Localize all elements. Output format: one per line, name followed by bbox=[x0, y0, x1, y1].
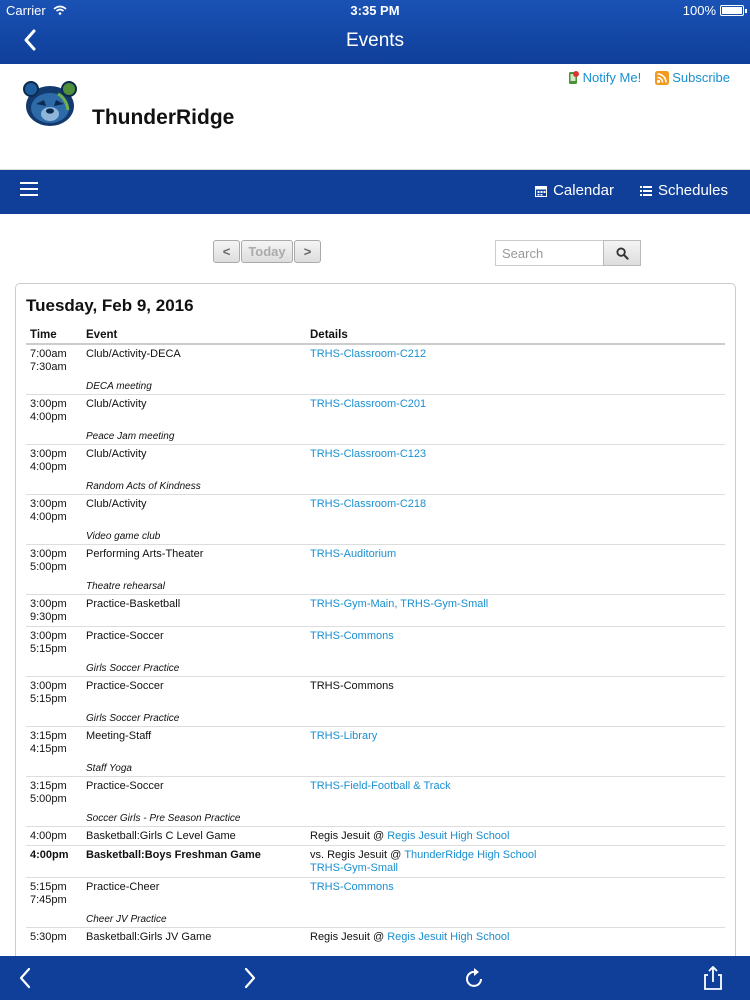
event-note: Video game club bbox=[86, 531, 161, 542]
event-note-row bbox=[26, 658, 725, 677]
refresh-icon[interactable] bbox=[462, 966, 488, 990]
rss-icon bbox=[655, 71, 669, 85]
notify-me-label: Notify Me! bbox=[582, 70, 642, 85]
event-time bbox=[26, 627, 82, 659]
event-time bbox=[26, 827, 82, 846]
event-note: Soccer Girls - Pre Season Practice bbox=[86, 813, 241, 824]
event-time bbox=[26, 595, 82, 627]
subscribe-link[interactable] bbox=[655, 70, 730, 85]
schedules-button[interactable] bbox=[640, 182, 728, 199]
start-time: 3:00pm bbox=[30, 548, 67, 560]
events-body bbox=[26, 344, 725, 946]
details-column-header: Details bbox=[306, 329, 725, 344]
end-time: 5:00pm bbox=[30, 793, 67, 805]
event-time bbox=[26, 395, 82, 427]
status-bar bbox=[0, 3, 750, 19]
details-prefix: vs. Regis Jesuit @ bbox=[310, 849, 402, 861]
start-time: 3:15pm bbox=[30, 730, 67, 742]
event-time bbox=[26, 677, 82, 709]
event-time bbox=[26, 777, 82, 809]
event-row[interactable] bbox=[26, 627, 725, 659]
next-day-button[interactable]: > bbox=[294, 240, 321, 263]
events-table bbox=[26, 329, 725, 946]
event-name: Meeting-Staff bbox=[82, 727, 306, 759]
event-name: Practice-Soccer bbox=[82, 677, 306, 709]
school-header bbox=[0, 64, 750, 170]
event-name: Basketball:Girls JV Game bbox=[82, 928, 306, 947]
school-name: ThunderRidge bbox=[92, 106, 235, 129]
event-note-row bbox=[26, 708, 725, 727]
event-name: Club/Activity bbox=[82, 395, 306, 427]
end-time: 4:00pm bbox=[30, 461, 67, 473]
event-column-header: Event bbox=[82, 329, 306, 344]
end-time: 4:00pm bbox=[30, 411, 67, 423]
search-button[interactable] bbox=[603, 240, 641, 266]
start-time: 3:00pm bbox=[30, 398, 67, 410]
calendar-button[interactable] bbox=[535, 182, 614, 199]
location-link[interactable]: Regis Jesuit High School bbox=[387, 830, 510, 842]
event-note: Girls Soccer Practice bbox=[86, 663, 180, 674]
bottom-toolbar bbox=[0, 956, 750, 1000]
event-name: Basketball:Girls C Level Game bbox=[82, 827, 306, 846]
today-button[interactable]: Today bbox=[241, 240, 293, 263]
previous-day-button[interactable]: < bbox=[213, 240, 240, 263]
end-time: 4:15pm bbox=[30, 743, 67, 755]
event-details bbox=[306, 344, 725, 376]
event-row[interactable] bbox=[26, 344, 725, 376]
event-time bbox=[26, 445, 82, 477]
event-row[interactable] bbox=[26, 445, 725, 477]
event-time bbox=[26, 727, 82, 759]
start-time: 3:00pm bbox=[30, 598, 67, 610]
event-note: Staff Yoga bbox=[86, 763, 132, 774]
calendar-label: Calendar bbox=[553, 182, 614, 199]
event-details bbox=[306, 495, 725, 527]
event-note-row bbox=[26, 376, 725, 395]
start-time: 5:15pm bbox=[30, 881, 67, 893]
search-input[interactable] bbox=[495, 240, 603, 266]
event-time bbox=[26, 495, 82, 527]
date-controls bbox=[0, 240, 750, 266]
location-link[interactable]: TRHS-Commons bbox=[310, 630, 394, 642]
location-link[interactable]: TRHS-Library bbox=[310, 730, 378, 742]
end-time: 5:15pm bbox=[30, 693, 67, 705]
event-row[interactable] bbox=[26, 727, 725, 759]
event-name: Practice-Soccer bbox=[82, 777, 306, 809]
location-link[interactable]: TRHS-Classroom-C212 bbox=[310, 348, 427, 360]
event-row[interactable] bbox=[26, 777, 725, 809]
location-link[interactable]: TRHS-Field-Football & Track bbox=[310, 780, 451, 792]
location-text: TRHS-Commons bbox=[310, 680, 394, 692]
event-time bbox=[26, 344, 82, 376]
event-name: Club/Activity-DECA bbox=[86, 348, 181, 360]
start-time: 4:00pm bbox=[30, 849, 69, 861]
hamburger-menu-icon[interactable] bbox=[20, 182, 38, 196]
subscribe-label: Subscribe bbox=[672, 70, 730, 85]
event-name: Performing Arts-Theater bbox=[82, 545, 306, 577]
calendar-icon bbox=[535, 185, 547, 197]
event-row[interactable] bbox=[26, 677, 725, 709]
search-box bbox=[495, 240, 641, 266]
event-note: Girls Soccer Practice bbox=[86, 713, 180, 724]
end-time: 9:30pm bbox=[30, 611, 67, 623]
share-icon[interactable] bbox=[700, 966, 726, 990]
event-note-row bbox=[26, 758, 725, 777]
event-details bbox=[306, 595, 725, 627]
event-note: Peace Jam meeting bbox=[86, 431, 175, 442]
end-time: 7:45pm bbox=[30, 894, 67, 906]
event-row[interactable] bbox=[26, 495, 725, 527]
event-row[interactable] bbox=[26, 395, 725, 427]
end-time: 5:15pm bbox=[30, 643, 67, 655]
event-details bbox=[306, 445, 725, 477]
event-details bbox=[306, 627, 725, 659]
end-time: 4:00pm bbox=[30, 511, 67, 523]
notify-phone-icon bbox=[566, 71, 580, 85]
event-note-row bbox=[26, 476, 725, 495]
search-icon bbox=[616, 247, 629, 260]
end-time: 7:30am bbox=[30, 361, 67, 373]
event-name: Practice-Cheer bbox=[82, 878, 306, 910]
location-link[interactable]: TRHS-Classroom-C218 bbox=[310, 498, 427, 510]
event-details bbox=[306, 928, 725, 947]
event-details bbox=[306, 677, 725, 709]
event-row[interactable] bbox=[26, 878, 725, 910]
start-time: 5:30pm bbox=[30, 931, 67, 943]
browser-back-icon[interactable] bbox=[13, 966, 39, 990]
event-details bbox=[306, 727, 725, 759]
location-link[interactable]: TRHS-Classroom-C123 bbox=[310, 448, 427, 460]
start-time: 7:00am bbox=[30, 348, 67, 360]
event-note: DECA meeting bbox=[86, 381, 152, 392]
list-icon bbox=[640, 185, 652, 197]
event-name: Practice-Basketball bbox=[82, 595, 306, 627]
event-time bbox=[26, 545, 82, 577]
start-time: 3:00pm bbox=[30, 680, 67, 692]
event-note-row bbox=[26, 909, 725, 928]
table-header bbox=[26, 329, 725, 344]
clock: 3:35 PM bbox=[350, 3, 400, 18]
time-column-header: Time bbox=[26, 329, 82, 344]
location-link[interactable]: TRHS-Commons bbox=[310, 881, 394, 893]
battery-percent: 100% bbox=[682, 3, 716, 18]
end-time: 5:00pm bbox=[30, 561, 67, 573]
event-time bbox=[26, 878, 82, 910]
details-prefix: Regis Jesuit @ bbox=[310, 931, 385, 943]
event-note-row bbox=[26, 526, 725, 545]
navigation-bar bbox=[0, 0, 750, 64]
location-link[interactable]: TRHS-Gym-Main, TRHS-Gym-Small bbox=[310, 598, 489, 610]
event-note: Theatre rehearsal bbox=[86, 581, 165, 592]
event-row[interactable] bbox=[26, 846, 725, 878]
event-time bbox=[26, 928, 82, 947]
event-note: Cheer JV Practice bbox=[86, 914, 167, 925]
event-details bbox=[306, 827, 725, 846]
event-note-row bbox=[26, 808, 725, 827]
page-title: Events bbox=[345, 30, 405, 51]
menu-links bbox=[535, 182, 728, 199]
event-note-row bbox=[26, 576, 725, 595]
event-row[interactable] bbox=[26, 827, 725, 846]
location-link[interactable]: ThunderRidge High School bbox=[404, 849, 537, 861]
event-note-row bbox=[26, 426, 725, 445]
battery-status bbox=[683, 3, 744, 18]
event-details bbox=[306, 545, 725, 577]
start-time: 3:00pm bbox=[30, 498, 67, 510]
details-prefix: Regis Jesuit @ bbox=[310, 830, 385, 842]
bear-logo-icon[interactable] bbox=[22, 80, 78, 128]
location-link[interactable]: TRHS-Classroom-C201 bbox=[310, 398, 427, 410]
event-details bbox=[306, 846, 725, 878]
start-time: 3:15pm bbox=[30, 780, 67, 792]
event-details bbox=[306, 777, 725, 809]
event-note: Random Acts of Kindness bbox=[86, 481, 201, 492]
carrier-label: Carrier bbox=[6, 3, 67, 18]
event-row[interactable] bbox=[26, 595, 725, 627]
location-link[interactable]: Regis Jesuit High School bbox=[387, 931, 510, 943]
event-row[interactable] bbox=[26, 928, 725, 947]
date-heading: Tuesday, Feb 9, 2016 bbox=[26, 296, 194, 315]
header-links bbox=[566, 70, 730, 85]
location-link[interactable]: TRHS-Auditorium bbox=[310, 548, 397, 560]
event-name: Club/Activity bbox=[82, 495, 306, 527]
event-name: Basketball:Boys Freshman Game bbox=[82, 846, 306, 878]
start-time: 4:00pm bbox=[30, 830, 67, 842]
browser-forward-icon[interactable] bbox=[236, 966, 262, 990]
event-time bbox=[26, 846, 82, 878]
location-link-2[interactable]: TRHS-Gym-Small bbox=[310, 862, 398, 874]
event-row[interactable] bbox=[26, 545, 725, 577]
event-details bbox=[306, 878, 725, 910]
menu-bar bbox=[0, 170, 750, 214]
event-details bbox=[306, 395, 725, 427]
schedules-label: Schedules bbox=[657, 182, 728, 199]
date-pager bbox=[213, 240, 321, 263]
start-time: 3:00pm bbox=[30, 630, 67, 642]
events-panel bbox=[15, 283, 736, 1000]
event-name: Club/Activity bbox=[82, 445, 306, 477]
notify-me-link[interactable] bbox=[566, 70, 642, 85]
battery-icon bbox=[720, 5, 744, 16]
start-time: 3:00pm bbox=[30, 448, 67, 460]
event-name: Practice-Soccer bbox=[82, 627, 306, 659]
